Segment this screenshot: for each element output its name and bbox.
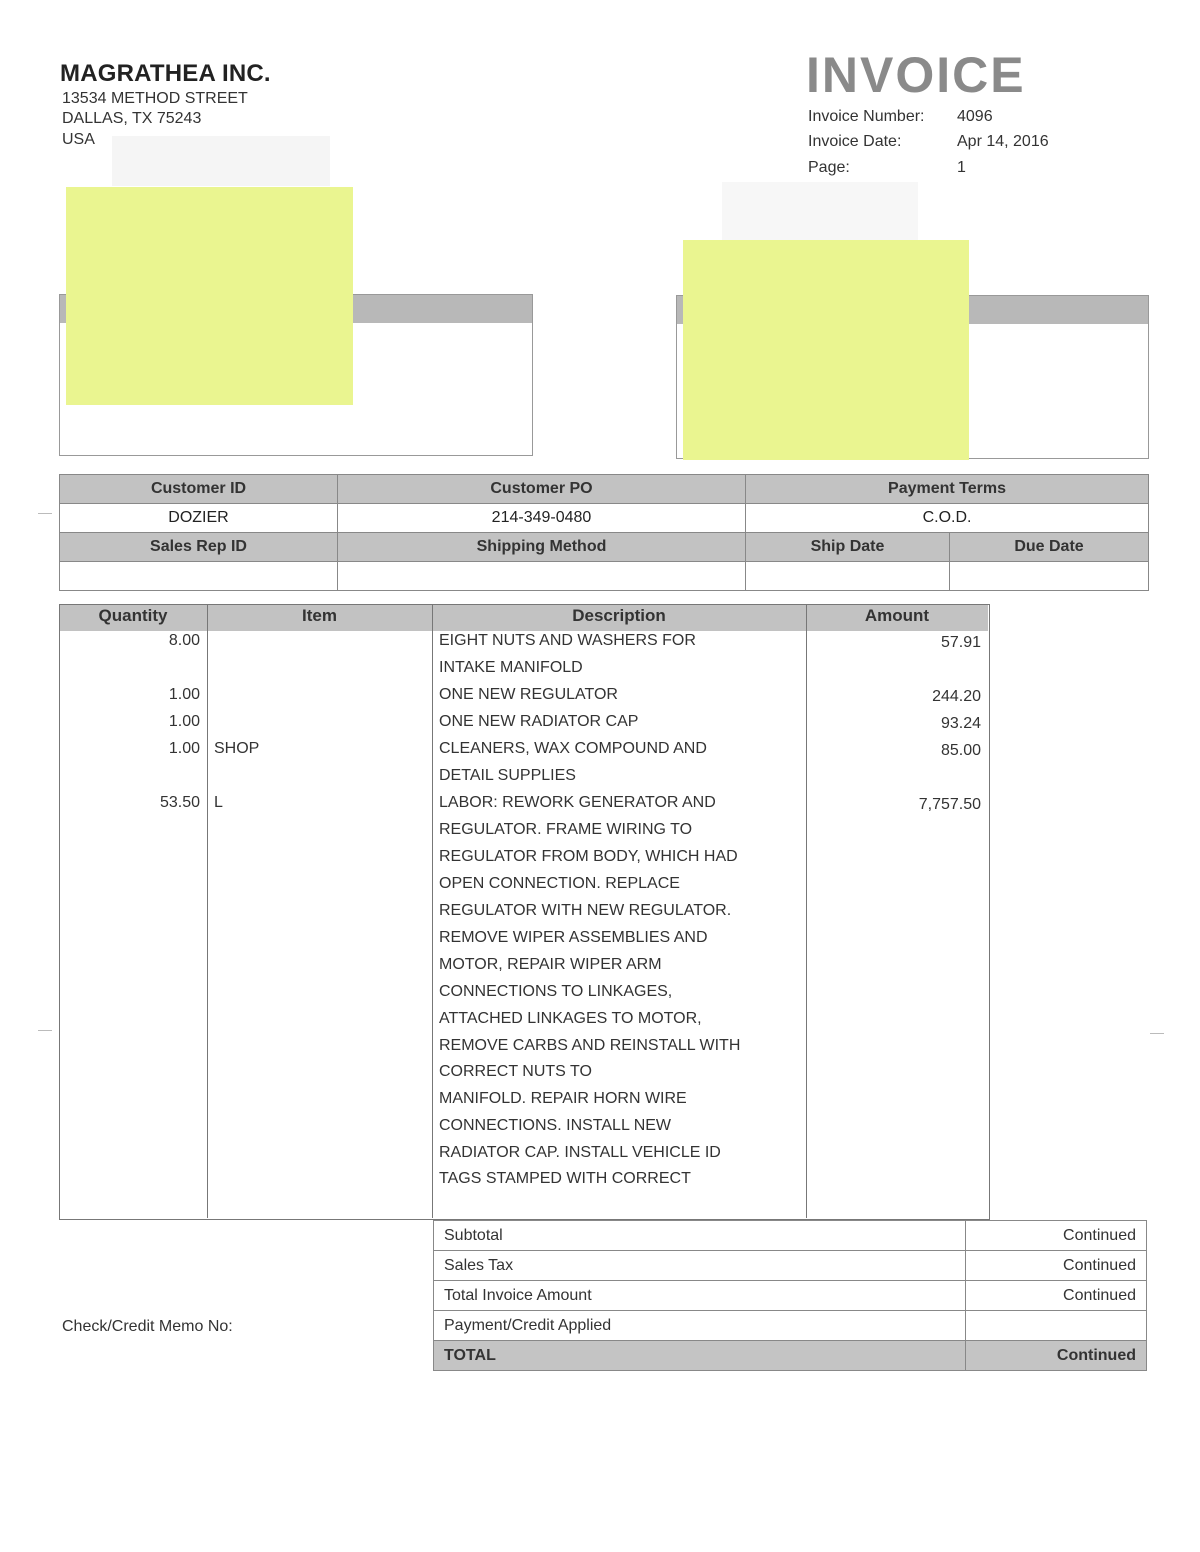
row-5-description-line: TAGS STAMPED WITH CORRECT [439, 1170, 691, 1187]
customer-id-header: Customer ID [60, 475, 338, 504]
quantity-header: Quantity [98, 606, 168, 625]
company-country: USA [62, 131, 95, 148]
row-5-description-line: REGULATOR WITH NEW REGULATOR. [439, 902, 732, 919]
row-5-amount: 7,757.50 [918, 796, 981, 813]
row-5-item: L [214, 794, 223, 811]
row-5-description-line: RADIATOR CAP. INSTALL VEHICLE ID [439, 1144, 721, 1161]
redaction-smudge-left [112, 136, 330, 186]
totals-table [433, 1220, 1147, 1371]
ship-date-value [746, 562, 950, 591]
row-5-description-line: CONNECTIONS. INSTALL NEW [439, 1117, 672, 1134]
scan-margin-tick [1150, 1033, 1164, 1034]
ship-date-header: Ship Date [746, 533, 950, 562]
row-3-quantity: 1.00 [168, 713, 200, 730]
row-2-amount: 244.20 [932, 688, 981, 705]
invoice-number: 4096 [957, 108, 993, 125]
scan-margin-tick [38, 513, 52, 514]
row-4-quantity: 1.00 [168, 740, 200, 757]
row-5-description-line: OPEN CONNECTION. REPLACE [439, 875, 680, 892]
row-5-description-line: LABOR: REWORK GENERATOR AND [439, 794, 716, 811]
amount-header: Amount [864, 606, 930, 625]
row-4-item: SHOP [214, 740, 260, 757]
customer-po-value: 214-349-0480 [338, 504, 746, 533]
row-5-description-line: MANIFOLD. REPAIR HORN WIRE [439, 1090, 687, 1107]
customer-po-header: Customer PO [338, 475, 746, 504]
description-header: Description [572, 606, 666, 625]
customer-id-value: DOZIER [60, 504, 338, 533]
sticky-note-left [66, 187, 353, 405]
invoice-date: Apr 14, 2016 [957, 133, 1049, 150]
page-number: 1 [957, 159, 966, 176]
item-header: Item [302, 606, 337, 625]
row-2-quantity: 1.00 [168, 686, 200, 703]
payment-credit-label: Payment/Credit Applied [434, 1311, 966, 1341]
due-date-header: Due Date [950, 533, 1149, 562]
column-divider [432, 604, 433, 1218]
row-5-description-line: CORRECT NUTS TO [439, 1063, 592, 1080]
row-5-description-line: REMOVE WIPER ASSEMBLIES AND [439, 929, 708, 946]
total-label: TOTAL [434, 1341, 966, 1371]
check-credit-memo-label: Check/Credit Memo No: [62, 1318, 233, 1335]
payment-terms-value: C.O.D. [746, 504, 1149, 533]
row-2-description-line: ONE NEW REGULATOR [439, 686, 618, 703]
row-5-description-line: MOTOR, REPAIR WIPER ARM [439, 956, 662, 973]
row-1-description-line: INTAKE MANIFOLD [439, 659, 583, 676]
total-invoice-amount-label: Total Invoice Amount [434, 1281, 966, 1311]
company-name: MAGRATHEA INC. [60, 60, 271, 87]
row-4-amount: 85.00 [940, 742, 981, 759]
sticky-note-right [683, 240, 969, 460]
row-5-description-line: REGULATOR FROM BODY, WHICH HAD [439, 848, 738, 865]
row-4-description-line: CLEANERS, WAX COMPOUND AND [439, 740, 707, 757]
page-label: Page: [808, 159, 850, 176]
row-4-description-line: DETAIL SUPPLIES [439, 767, 576, 784]
sales-tax-value: Continued [966, 1251, 1147, 1281]
payment-credit-value [966, 1311, 1147, 1341]
company-city-state: DALLAS, TX 75243 [62, 110, 202, 127]
sales-tax-label: Sales Tax [434, 1251, 966, 1281]
row-5-quantity: 53.50 [159, 794, 200, 811]
scan-margin-tick [38, 1030, 52, 1031]
total-invoice-amount-value: Continued [966, 1281, 1147, 1311]
row-5-description-line: ATTACHED LINKAGES TO MOTOR, [439, 1010, 702, 1027]
column-divider [207, 604, 208, 1218]
customer-info-table [59, 474, 1149, 591]
shipping-method-value [338, 562, 746, 591]
row-1-description-line: EIGHT NUTS AND WASHERS FOR [439, 632, 696, 649]
company-street: 13534 METHOD STREET [62, 90, 248, 107]
redaction-smudge-right [722, 182, 918, 240]
row-5-description-line: REGULATOR. FRAME WIRING TO [439, 821, 693, 838]
subtotal-label: Subtotal [434, 1221, 966, 1251]
invoice-title: INVOICE [806, 47, 1026, 103]
shipping-method-header: Shipping Method [338, 533, 746, 562]
row-5-description-line: REMOVE CARBS AND REINSTALL WITH [439, 1037, 741, 1054]
row-5-description-line: CONNECTIONS TO LINKAGES, [439, 983, 673, 1000]
row-3-description-line: ONE NEW RADIATOR CAP [439, 713, 639, 730]
total-value: Continued [966, 1341, 1147, 1371]
row-1-quantity: 8.00 [168, 632, 200, 649]
row-1-amount: 57.91 [940, 634, 981, 651]
sales-rep-header: Sales Rep ID [60, 533, 338, 562]
invoice-number-label: Invoice Number: [808, 108, 925, 125]
invoice-date-label: Invoice Date: [808, 133, 902, 150]
sales-rep-value [60, 562, 338, 591]
row-3-amount: 93.24 [940, 715, 981, 732]
payment-terms-header: Payment Terms [746, 475, 1149, 504]
due-date-value [950, 562, 1149, 591]
subtotal-value: Continued [966, 1221, 1147, 1251]
